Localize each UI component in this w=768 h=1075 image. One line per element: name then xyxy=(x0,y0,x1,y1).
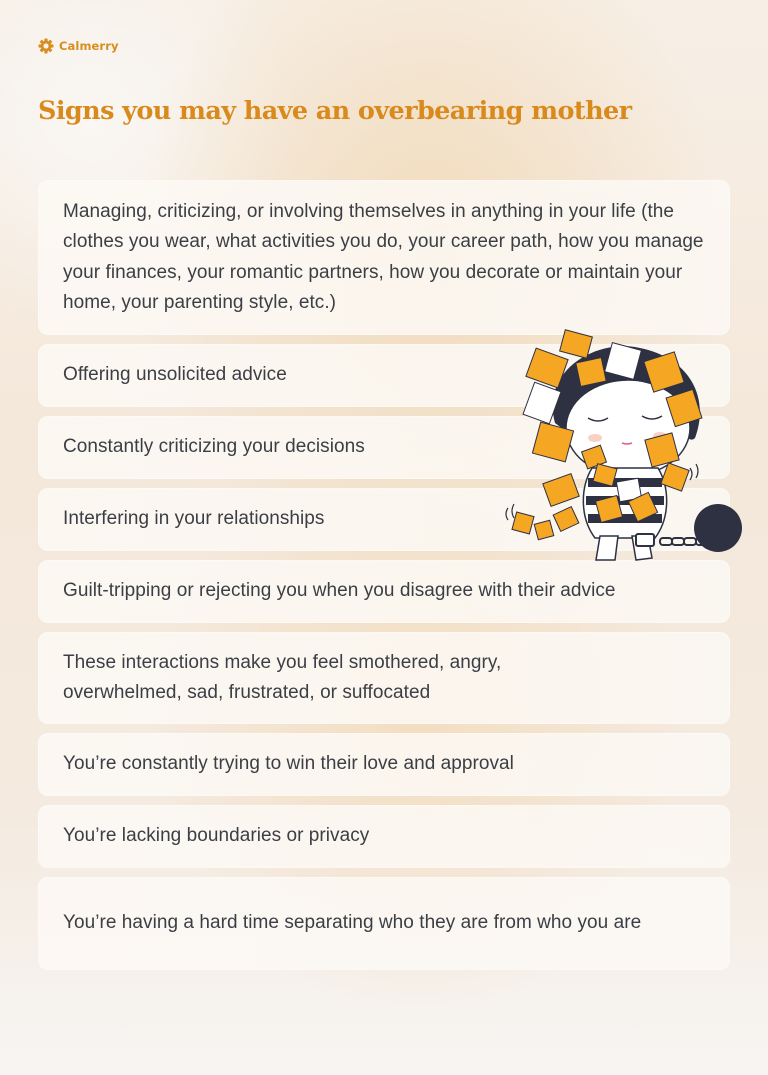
sign-card xyxy=(38,560,730,623)
sign-text: You’re lacking boundaries or privacy xyxy=(63,825,370,847)
brand-logo xyxy=(38,38,119,54)
sign-text: Offering unsolicited advice xyxy=(63,364,287,386)
sign-card xyxy=(38,877,730,970)
sign-card xyxy=(38,805,730,868)
sign-text: Guilt-tripping or rejecting you when you disagree with their advice xyxy=(63,580,616,602)
page-title: Signs you may have an overbearing mother xyxy=(38,96,632,126)
sign-text: Managing, criticizing, or involving themselves in anything in your life (the clothes you wear, what activities you do, your career path, how you manage your finances, your romantic partners, how you decorate or maintain your home, your parenting style, etc.) xyxy=(63,200,704,313)
woman-with-ball-and-chain-illustration xyxy=(500,328,750,568)
sun-flower-logo-icon xyxy=(38,38,54,54)
sign-text: Constantly criticizing your decisions xyxy=(63,436,365,458)
sign-text: Interfering in your relationships xyxy=(63,508,325,530)
sign-text: These interactions make you feel smothered, angry, overwhelmed, sad, frustrated, or suffocated xyxy=(63,651,502,703)
sign-card xyxy=(38,180,730,335)
sign-card xyxy=(38,632,730,724)
sign-text: You’re having a hard time separating who they are from who you are xyxy=(63,912,642,934)
sign-card xyxy=(38,733,730,796)
brand-name: Calmerry xyxy=(59,39,119,53)
sign-text: You’re constantly trying to win their love and approval xyxy=(63,753,514,775)
